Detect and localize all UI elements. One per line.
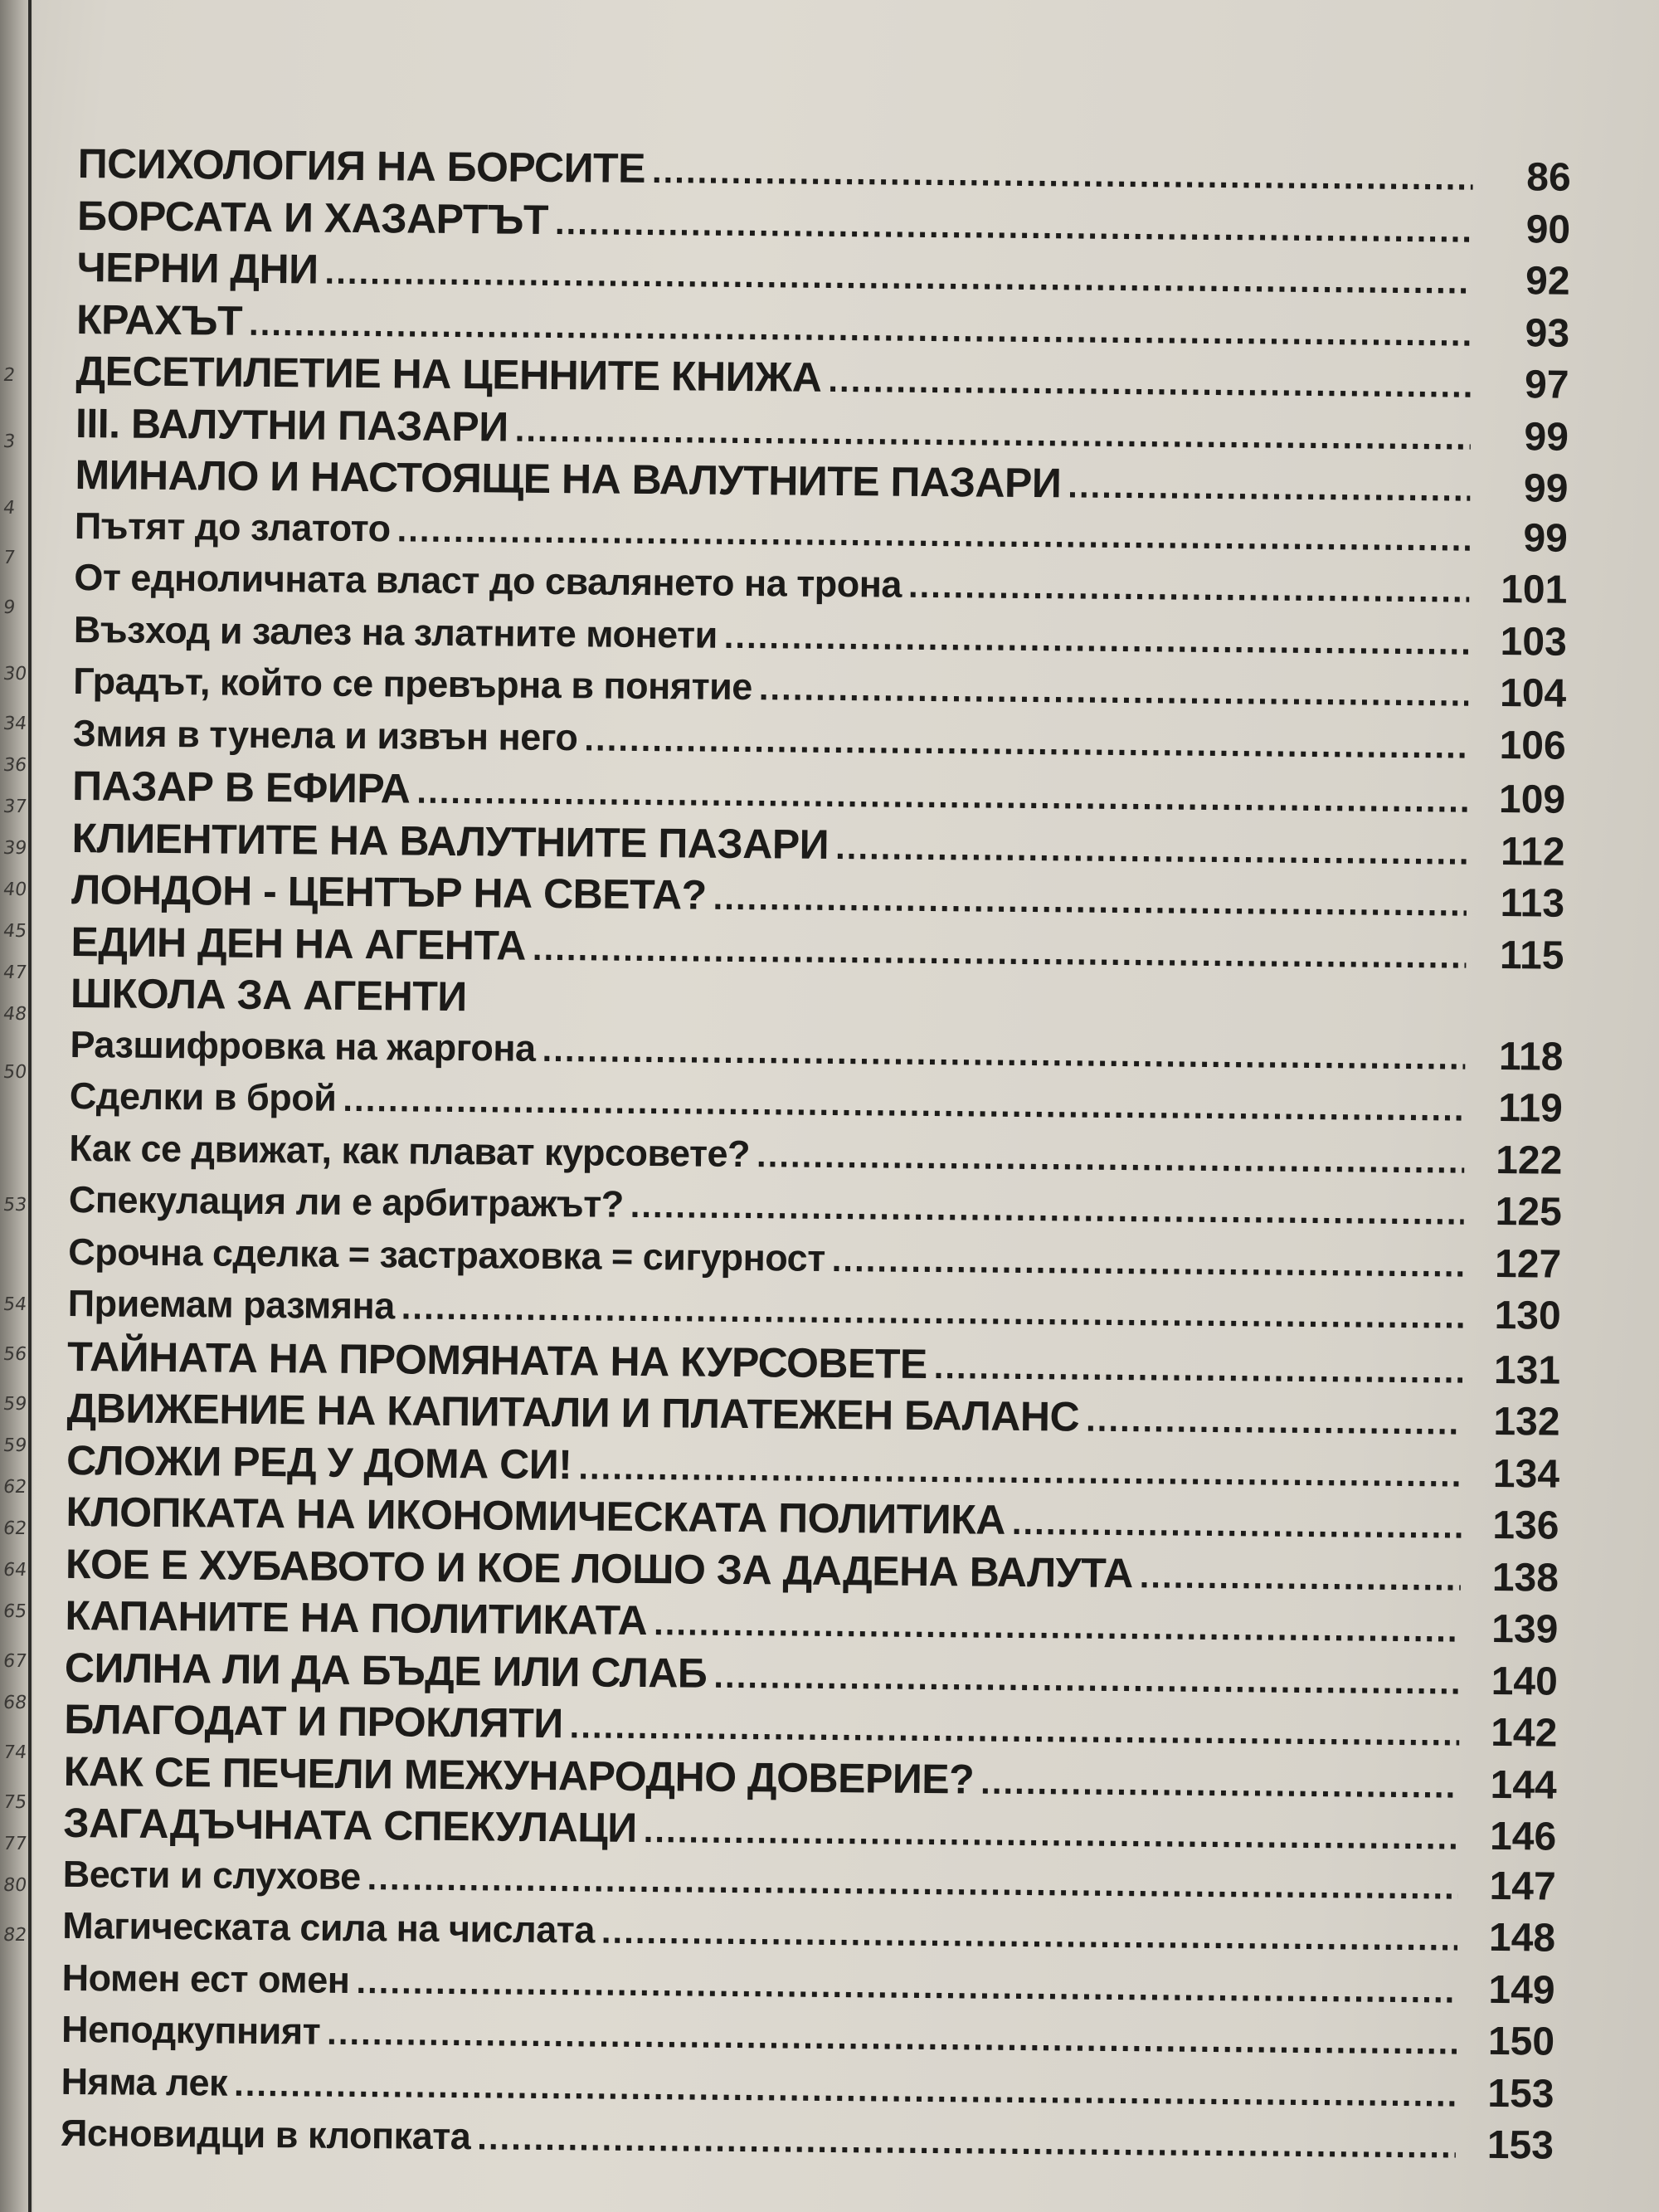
toc-entry-page-number: 147 [1489,1864,1556,1909]
toc-entry-page-number: 125 [1495,1189,1563,1235]
toc-entry-title: Номен ест омен [61,1956,350,2001]
toc-entry-title: ДЕСЕТИЛЕТИЕ НА ЦЕННИТЕ КНИЖА [75,347,822,401]
toc-entry-title: Ясновидци в клопката [60,2111,471,2158]
toc-entry-page-number: 142 [1490,1710,1558,1756]
toc-entry-page-number: 119 [1498,1085,1564,1131]
toc-leader-dots [477,2117,1456,2166]
toc-leader-dots [713,878,1467,924]
toc-entry-title: КОЕ Е ХУБАВОТО И КОЕ ЛОШО ЗА ДАДЕНА ВАЛУТА [65,1540,1134,1596]
toc-entry-title: Сделки в брой [69,1074,337,1119]
toc-entry-title: Неподкупният [61,2007,321,2053]
toc-entry-page-number: 136 [1492,1503,1559,1548]
margin-number: 7 [2,548,17,568]
toc-leader-dots [474,1011,1466,1019]
margin-number: 53 [2,1195,28,1216]
toc-leader-dots [542,1029,1465,1077]
margin-number: 4 [2,498,17,519]
margin-number: 77 [2,1834,28,1854]
toc-leader-dots [601,1912,1458,1959]
toc-leader-dots [343,1079,1465,1129]
toc-entry-title: Змия в тунела и извън него [72,711,578,758]
toc-leader-dots [416,772,1467,821]
toc-entry-page-number: 113 [1500,880,1565,926]
margin-number: 3 [2,431,17,452]
toc-entry-page-number: 132 [1493,1399,1560,1445]
margin-number: 47 [2,962,28,983]
toc-entry-title: Възход и залез на златните монети [73,607,718,656]
margin-number: 75 [2,1792,28,1813]
toc-leader-dots [1012,1503,1462,1547]
toc-leader-dots [401,1287,1463,1336]
toc-entry-title: ЗАГАДЪЧНАТА СПЕКУЛАЦИ [63,1799,637,1851]
margin-number: 65 [2,1601,28,1622]
toc-entry-title: ЧЕРНИ ДНИ [76,243,319,293]
toc-entry-page-number: 131 [1493,1347,1561,1393]
margin-number: 59 [2,1394,28,1415]
margin-number: 68 [2,1693,28,1713]
toc-entry-title: Градът, който се превърна в понятие [73,659,753,709]
toc-leader-dots [832,1239,1464,1284]
margin-number: 80 [2,1875,28,1896]
toc-entry-title: Няма лек [61,2059,228,2104]
toc-entry-title: ЛОНДОН - ЦЕНТЪР НА СВЕТА? [71,865,707,918]
toc-leader-dots [908,566,1470,611]
toc-entry-page-number: 92 [1525,259,1570,304]
toc-entry-page-number: 90 [1525,207,1571,252]
toc-leader-dots [654,1603,1461,1649]
toc-entry-title: ШКОЛА ЗА АГЕНТИ [70,969,467,1021]
toc-entry-page-number: 127 [1494,1241,1562,1287]
margin-number: 50 [2,1062,28,1083]
margin-number: 54 [2,1294,28,1315]
toc-entry-title: КРАХЪТ [75,295,243,344]
toc-entry-title: От едноличната власт до свалянето на трона [74,555,902,606]
toc-entry-page-number: 99 [1523,515,1569,561]
toc-leader-dots [934,1347,1463,1391]
margin-number: 62 [2,1477,28,1498]
toc-entry-title: Как се движат, как плават курсовете? [69,1126,751,1175]
toc-entry-page-number: 134 [1492,1451,1560,1497]
toc-leader-dots [980,1761,1459,1805]
margin-number: 64 [2,1560,28,1581]
toc-entry-page-number: 106 [1499,723,1566,768]
toc-leader-dots [397,509,1470,558]
toc-leader-dots [652,151,1473,198]
margin-number: 36 [2,755,28,776]
margin-number: 62 [2,1518,28,1539]
toc-entry-page-number: 101 [1501,567,1568,612]
toc-entry-title: КЛОПКАТА НА ИКОНОМИЧЕСКАТА ПОЛИТИКА [66,1488,1006,1543]
toc-leader-dots [569,1706,1459,1753]
toc-entry-title: ЕДИН ДЕН НА АГЕНТА [71,918,527,969]
toc-leader-dots [713,1655,1460,1702]
toc-entry-page-number: 99 [1523,466,1569,511]
toc-leader-dots [327,2013,1457,2063]
toc-entry-page-number: 146 [1489,1814,1557,1859]
margin-number: 2 [2,365,17,386]
margin-number: 37 [2,797,28,817]
toc-entry-page-number: 153 [1486,2122,1554,2168]
table-of-contents [61,139,1571,2175]
toc-leader-dots [1086,1400,1462,1443]
toc-entry-title: СИЛНА ЛИ ДА БЪДЕ ИЛИ СЛАБ [64,1644,708,1697]
margin-number: 56 [2,1344,28,1365]
toc-leader-dots [759,668,1469,714]
margin-number: 9 [2,597,17,618]
toc-entry-title: ПСИХОЛОГИЯ НА БОРСИТЕ [77,139,646,192]
toc-entry-title: БЛАГОДАТ И ПРОКЛЯТИ [64,1695,563,1747]
toc-entry-page-number: 86 [1526,155,1571,200]
toc-leader-dots [514,409,1471,457]
margin-number: 74 [2,1742,28,1763]
toc-entry-page-number: 103 [1500,619,1568,665]
toc-entry-title: Вести и слухове [62,1852,361,1898]
toc-entry-title: ТАЙНАТА НА ПРОМЯНАТА НА КУРСОВЕТЕ [66,1333,927,1387]
toc-entry-page-number: 93 [1525,310,1570,356]
toc-leader-dots [828,360,1472,406]
toc-leader-dots [555,202,1473,251]
margin-number: 34 [2,714,28,734]
margin-number: 48 [2,1004,28,1025]
margin-number: 40 [2,879,28,900]
toc-entry-title: КАПАНИТЕ НА ПОЛИТИКАТА [65,1591,648,1644]
toc-entry-title: СЛОЖИ РЕД У ДОМА СИ! [66,1436,572,1488]
toc-entry-title: III. ВАЛУТНИ ПАЗАРИ [75,399,508,451]
toc-entry-page-number: 99 [1524,414,1569,460]
toc-entry-page-number: 153 [1487,2071,1554,2117]
toc-leader-dots [630,1186,1464,1233]
toc-entry-title: Пътят до златото [74,504,391,549]
toc-entry-page-number: 97 [1524,363,1569,407]
toc-entry-page-number: 144 [1490,1762,1557,1808]
toc-entry-page-number: 112 [1500,829,1565,875]
toc-entry-title: КЛИЕНТИТЕ НА ВАЛУТНИТЕ ПАЗАРИ [71,814,830,868]
margin-number: 67 [2,1651,28,1672]
toc-entry-title: Приемам размяна [67,1281,395,1328]
toc-entry-page-number: 109 [1498,777,1566,822]
toc-entry-title: Срочна сделка = застраховка = сигурност [68,1230,825,1279]
toc-entry-title: ДВИЖЕНИЕ НА КАПИТАЛИ И ПЛАТЕЖЕН БАЛАНС [66,1384,1080,1440]
toc-entry-page-number: 149 [1488,1967,1555,2013]
toc-entry-title: Разшифровка на жаргона [70,1022,536,1069]
toc-leader-dots [643,1810,1458,1858]
toc-entry-title: МИНАЛО И НАСТОЯЩЕ НА ВАЛУТНИТЕ ПАЗАРИ [75,451,1062,507]
toc-leader-dots [584,719,1468,766]
toc-leader-dots [578,1447,1462,1494]
toc-entry-page-number: 118 [1498,1034,1564,1079]
toc-entry-title: ПАЗАР В ЕФИРА [71,762,411,812]
toc-entry-page-number: 148 [1488,1915,1556,1961]
toc-entry-page-number: 104 [1499,670,1567,716]
toc-entry-title: БОРСАТА И ХАЗАРТЪТ [76,192,549,243]
toc-entry-page-number: 130 [1494,1293,1561,1338]
margin-number: 45 [2,921,28,942]
toc-leader-dots [533,928,1467,976]
toc-entry-page-number: 140 [1491,1659,1559,1704]
toc-entry-title: Магическата сила на числата [61,1903,596,1951]
toc-leader-dots [356,1961,1457,2011]
toc-leader-dots [1140,1556,1462,1598]
toc-leader-dots [724,616,1469,662]
margin-number: 39 [2,838,28,859]
toc-entry-title: Спекулация ли е арбитражът? [68,1177,624,1225]
toc-leader-dots [1068,465,1471,509]
margin-number: 59 [2,1435,28,1456]
toc-entry-page-number [1472,1020,1564,1021]
toc-leader-dots [234,2063,1457,2114]
toc-leader-dots [367,1858,1457,1907]
toc-entry-page-number: 139 [1491,1606,1559,1652]
toc-entry-page-number: 138 [1491,1555,1559,1601]
toc-leader-dots [324,252,1472,302]
margin-number: 82 [2,1925,28,1946]
toc-leader-dots [835,827,1467,873]
toc-entry-page-number: 115 [1499,933,1564,978]
toc-leader-dots [757,1135,1465,1181]
facing-page-margin-numbers [0,0,66,2212]
toc-entry-title: КАК СЕ ПЕЧЕЛИ МЕЖУНАРОДНО ДОВЕРИЕ? [63,1747,975,1803]
toc-leader-dots [249,303,1472,353]
margin-number: 30 [2,664,28,685]
toc-entry-page-number: 122 [1496,1138,1563,1183]
toc-entry-page-number: 150 [1487,2019,1555,2064]
